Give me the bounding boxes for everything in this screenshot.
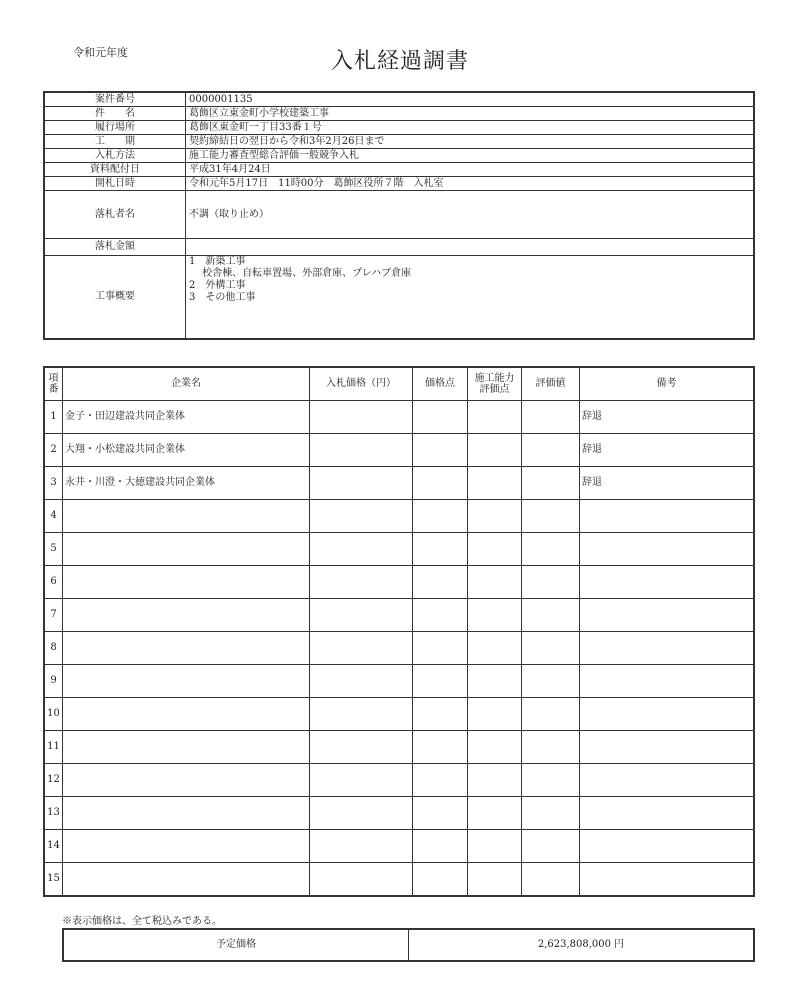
- summary-line: 1 新築工事: [189, 256, 246, 267]
- bid-row: [44, 599, 754, 632]
- price-points: [413, 797, 468, 830]
- summary-list: [186, 256, 755, 340]
- bid-row: [44, 467, 754, 500]
- header-capability-points: 施工能力 評価点: [468, 367, 522, 401]
- row-number: 13: [44, 797, 63, 830]
- info-row-amount: [44, 239, 754, 256]
- remarks: [580, 632, 755, 665]
- remarks: [580, 797, 755, 830]
- planned-price-value: 2,623,808,000 円: [409, 929, 755, 961]
- bid-row: [44, 731, 754, 764]
- capability-points: [468, 665, 522, 698]
- bid-price: [310, 863, 413, 897]
- capability-points: [468, 533, 522, 566]
- remarks: [580, 731, 755, 764]
- price-points: [413, 698, 468, 731]
- remarks: [580, 830, 755, 863]
- row-number: 7: [44, 599, 63, 632]
- bid-row: [44, 665, 754, 698]
- capability-points: [468, 797, 522, 830]
- company-name: [63, 731, 310, 764]
- bid-row: [44, 764, 754, 797]
- price-points: [413, 731, 468, 764]
- header-price-points: 価格点: [413, 367, 468, 401]
- remarks: [580, 500, 755, 533]
- info-value: 0000001135: [186, 92, 755, 107]
- header-item-number: 項 番: [44, 367, 63, 401]
- row-number: 11: [44, 731, 63, 764]
- capability-points: [468, 731, 522, 764]
- bid-row: [44, 863, 754, 897]
- evaluation-value: [522, 533, 580, 566]
- info-row-location: [44, 121, 754, 135]
- info-row-subject: [44, 107, 754, 121]
- row-number: 8: [44, 632, 63, 665]
- row-number: 14: [44, 830, 63, 863]
- capability-points: [468, 401, 522, 434]
- capability-points: [468, 467, 522, 500]
- remarks: 辞退: [580, 467, 755, 500]
- evaluation-value: [522, 500, 580, 533]
- bid-price: [310, 632, 413, 665]
- capability-points: [468, 698, 522, 731]
- capability-points: [468, 566, 522, 599]
- capability-points: [468, 599, 522, 632]
- remarks: [580, 698, 755, 731]
- evaluation-value: [522, 863, 580, 897]
- info-label: 工 期: [44, 135, 186, 149]
- bid-header-row: [44, 367, 754, 401]
- price-points: [413, 467, 468, 500]
- row-number: 2: [44, 434, 63, 467]
- remarks: 辞退: [580, 401, 755, 434]
- company-name: [63, 500, 310, 533]
- price-points: [413, 599, 468, 632]
- bid-price: [310, 434, 413, 467]
- bid-row: [44, 533, 754, 566]
- info-label: 入札方法: [44, 149, 186, 163]
- info-row-distribution-date: [44, 163, 754, 177]
- bid-row: [44, 500, 754, 533]
- row-number: 3: [44, 467, 63, 500]
- info-row-winner: [44, 191, 754, 239]
- header-evaluation: 評価値: [522, 367, 580, 401]
- bid-price: [310, 731, 413, 764]
- bid-row: [44, 566, 754, 599]
- info-row-summary: [44, 256, 754, 340]
- evaluation-value: [522, 797, 580, 830]
- bid-price: [310, 467, 413, 500]
- info-label: 履行場所: [44, 121, 186, 135]
- info-value: 契約締結日の翌日から令和3年2月26日まで: [186, 135, 755, 149]
- info-label: 案件番号: [44, 92, 186, 107]
- row-number: 5: [44, 533, 63, 566]
- evaluation-value: [522, 434, 580, 467]
- bid-row: [44, 434, 754, 467]
- evaluation-value: [522, 665, 580, 698]
- capability-points: [468, 830, 522, 863]
- header-bid-price: 入札価格（円）: [310, 367, 413, 401]
- info-label: 件 名: [44, 107, 186, 121]
- evaluation-value: [522, 764, 580, 797]
- info-label: 開札日時: [44, 177, 186, 191]
- price-points: [413, 533, 468, 566]
- row-number: 10: [44, 698, 63, 731]
- info-label: 工事概要: [44, 256, 186, 340]
- case-info-table: [43, 91, 755, 340]
- planned-price-row: [63, 929, 754, 961]
- capability-points: [468, 764, 522, 797]
- company-name: 金子・田辺建設共同企業体: [63, 401, 310, 434]
- price-points: [413, 566, 468, 599]
- row-number: 9: [44, 665, 63, 698]
- info-label: 落札者名: [44, 191, 186, 239]
- evaluation-value: [522, 731, 580, 764]
- company-name: [63, 632, 310, 665]
- info-label: 資料配付日: [44, 163, 186, 177]
- info-row-opening: [44, 177, 754, 191]
- bid-row: [44, 830, 754, 863]
- company-name: 大翔・小松建設共同企業体: [63, 434, 310, 467]
- evaluation-value: [522, 401, 580, 434]
- evaluation-value: [522, 599, 580, 632]
- planned-price-label: 予定価格: [63, 929, 409, 961]
- bid-row: [44, 797, 754, 830]
- info-value: [186, 239, 755, 256]
- page-title: 入札経過調書: [330, 49, 469, 74]
- company-name: [63, 665, 310, 698]
- header-company: 企業名: [63, 367, 310, 401]
- bid-row: [44, 401, 754, 434]
- capability-points: [468, 863, 522, 897]
- company-name: [63, 599, 310, 632]
- bid-price: [310, 698, 413, 731]
- capability-points: [468, 434, 522, 467]
- info-value: 葛飾区東金町一丁目33番１号: [186, 121, 755, 135]
- evaluation-value: [522, 632, 580, 665]
- remarks: [580, 764, 755, 797]
- evaluation-value: [522, 698, 580, 731]
- remarks: [580, 599, 755, 632]
- bid-price: [310, 797, 413, 830]
- bid-row: [44, 698, 754, 731]
- bid-row: [44, 632, 754, 665]
- capability-points: [468, 500, 522, 533]
- bid-price: [310, 533, 413, 566]
- info-value: 平成31年4月24日: [186, 163, 755, 177]
- summary-line: 校舎棟、自転車置場、外部倉庫、プレハブ倉庫: [189, 268, 412, 279]
- info-row-method: [44, 149, 754, 163]
- row-number: 6: [44, 566, 63, 599]
- company-name: [63, 830, 310, 863]
- company-name: [63, 797, 310, 830]
- summary-line: 3 その他工事: [189, 292, 256, 303]
- row-number: 12: [44, 764, 63, 797]
- price-points: [413, 500, 468, 533]
- company-name: [63, 566, 310, 599]
- price-points: [413, 830, 468, 863]
- bid-price: [310, 401, 413, 434]
- row-number: 1: [44, 401, 63, 434]
- info-row-period: [44, 135, 754, 149]
- bid-price: [310, 830, 413, 863]
- company-name: [63, 863, 310, 897]
- evaluation-value: [522, 566, 580, 599]
- info-value: 令和元年5月17日 11時00分 葛飾区役所７階 入札室: [186, 177, 755, 191]
- price-points: [413, 632, 468, 665]
- remarks: [580, 863, 755, 897]
- price-points: [413, 764, 468, 797]
- planned-price-table: [62, 928, 755, 962]
- evaluation-value: [522, 830, 580, 863]
- company-name: [63, 764, 310, 797]
- bid-price: [310, 665, 413, 698]
- fiscal-year: 令和元年度: [73, 46, 128, 59]
- row-number: 4: [44, 500, 63, 533]
- header-remarks: 備考: [580, 367, 755, 401]
- remarks: 辞退: [580, 434, 755, 467]
- price-points: [413, 863, 468, 897]
- remarks: [580, 665, 755, 698]
- evaluation-value: [522, 467, 580, 500]
- info-value: 葛飾区立東金町小学校建築工事: [186, 107, 755, 121]
- summary-line: 2 外構工事: [189, 280, 246, 291]
- bid-results-table: [43, 366, 755, 897]
- company-name: 永井・川澄・大徳建設共同企業体: [63, 467, 310, 500]
- info-value: 不調（取り止め）: [186, 191, 755, 239]
- info-label: 落札金額: [44, 239, 186, 256]
- tax-note: ※表示価格は、全て税込みである。: [62, 916, 222, 927]
- bid-price: [310, 599, 413, 632]
- bid-price: [310, 566, 413, 599]
- remarks: [580, 566, 755, 599]
- price-points: [413, 401, 468, 434]
- info-value: 施工能力審査型総合評価一般競争入札: [186, 149, 755, 163]
- price-points: [413, 665, 468, 698]
- info-row-case-number: [44, 92, 754, 107]
- company-name: [63, 698, 310, 731]
- remarks: [580, 533, 755, 566]
- price-points: [413, 434, 468, 467]
- capability-points: [468, 632, 522, 665]
- row-number: 15: [44, 863, 63, 897]
- bid-price: [310, 500, 413, 533]
- company-name: [63, 533, 310, 566]
- bid-price: [310, 764, 413, 797]
